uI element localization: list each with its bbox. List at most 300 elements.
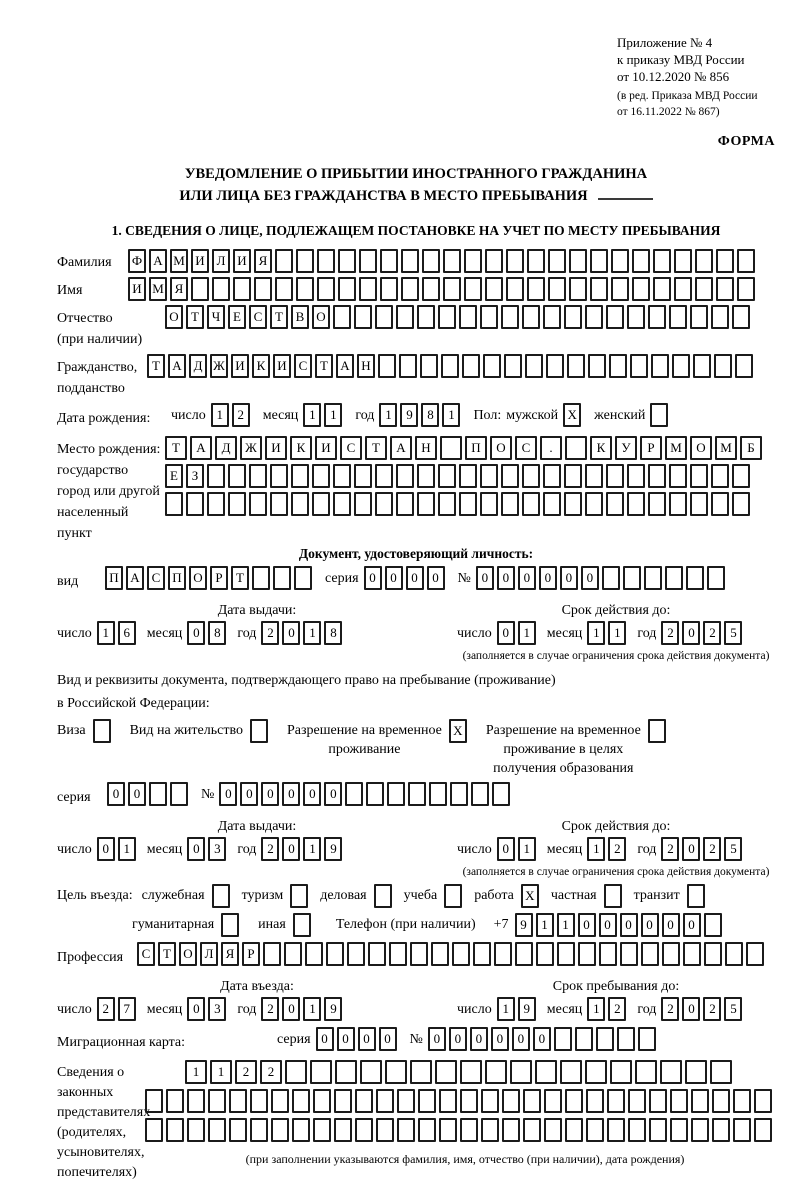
entry-year-cell[interactable]: 9 [324, 997, 342, 1021]
citizenship-cell[interactable]: С [294, 354, 312, 378]
id-kind-cell[interactable]: Р [210, 566, 228, 590]
representatives-cell[interactable] [628, 1118, 646, 1142]
representatives-cell[interactable] [502, 1118, 520, 1142]
representatives-cell[interactable] [502, 1089, 520, 1113]
surname-cell[interactable]: Я [254, 249, 272, 273]
representatives-cell[interactable] [481, 1118, 499, 1142]
surname-cell[interactable] [653, 249, 671, 273]
stay-year-cell[interactable]: 2 [661, 997, 679, 1021]
birthplace-cell[interactable] [606, 464, 624, 488]
birthplace-cell[interactable] [627, 492, 645, 516]
profession-cell[interactable] [725, 942, 743, 966]
id-kind-cell[interactable]: О [189, 566, 207, 590]
stay-year-cell[interactable]: 0 [682, 997, 700, 1021]
name-cell[interactable] [422, 277, 440, 301]
birthplace-cell[interactable] [585, 464, 603, 488]
birthplace-cell[interactable]: У [615, 436, 637, 460]
surname-cell[interactable]: М [170, 249, 188, 273]
birth-year-cell[interactable]: 8 [421, 403, 439, 427]
name-cell[interactable] [548, 277, 566, 301]
id-kind-cell[interactable]: П [105, 566, 123, 590]
name-cell[interactable] [275, 277, 293, 301]
migration-number-cell[interactable]: 0 [449, 1027, 467, 1051]
citizenship-cell[interactable] [609, 354, 627, 378]
representatives-cell[interactable]: 2 [235, 1060, 257, 1084]
representatives-cell[interactable] [397, 1089, 415, 1113]
resident-number-cell[interactable] [471, 782, 489, 806]
profession-cell[interactable]: Л [200, 942, 218, 966]
representatives-cell[interactable] [733, 1089, 751, 1113]
id-number-cell[interactable] [707, 566, 725, 590]
birthplace-cell[interactable]: С [515, 436, 537, 460]
representatives-cell[interactable]: 2 [260, 1060, 282, 1084]
representatives-cell[interactable] [271, 1118, 289, 1142]
patronymic-cell[interactable] [564, 305, 582, 329]
birthplace-cell[interactable] [501, 464, 519, 488]
representatives-cell[interactable] [628, 1089, 646, 1113]
entry-month-cell[interactable]: 3 [208, 997, 226, 1021]
name-cell[interactable] [359, 277, 377, 301]
surname-cell[interactable]: Л [212, 249, 230, 273]
resident-number-cell[interactable] [492, 782, 510, 806]
birthplace-cell[interactable] [543, 492, 561, 516]
birthplace-cell[interactable] [165, 492, 183, 516]
checkbox-residence-permit[interactable] [250, 719, 268, 743]
birthplace-cell[interactable] [291, 464, 309, 488]
birthplace-cell[interactable]: О [490, 436, 512, 460]
citizenship-cell[interactable] [735, 354, 753, 378]
patronymic-cell[interactable]: Т [270, 305, 288, 329]
profession-cell[interactable]: С [137, 942, 155, 966]
birthplace-cell[interactable] [669, 492, 687, 516]
phone-cell[interactable]: 0 [620, 913, 638, 937]
representatives-cell[interactable] [145, 1118, 163, 1142]
citizenship-cell[interactable] [651, 354, 669, 378]
profession-cell[interactable] [662, 942, 680, 966]
representatives-cell[interactable] [460, 1118, 478, 1142]
birth-day-cell[interactable]: 2 [232, 403, 250, 427]
birthplace-cell[interactable] [732, 492, 750, 516]
birthplace-cell[interactable] [417, 492, 435, 516]
name-cell[interactable] [590, 277, 608, 301]
patronymic-cell[interactable] [333, 305, 351, 329]
birthplace-cell[interactable]: А [390, 436, 412, 460]
profession-cell[interactable] [368, 942, 386, 966]
citizenship-cell[interactable] [525, 354, 543, 378]
profession-cell[interactable]: Р [242, 942, 260, 966]
checkbox-male[interactable]: X [563, 403, 581, 427]
birthplace-cell[interactable]: Т [165, 436, 187, 460]
profession-cell[interactable] [284, 942, 302, 966]
phone-cell[interactable]: 0 [578, 913, 596, 937]
resident-issue-day-cell[interactable]: 1 [118, 837, 136, 861]
representatives-cell[interactable] [355, 1089, 373, 1113]
citizenship-cell[interactable] [483, 354, 501, 378]
birthplace-cell[interactable] [438, 492, 456, 516]
profession-cell[interactable] [326, 942, 344, 966]
birthplace-cell[interactable] [711, 464, 729, 488]
birthplace-cell[interactable] [207, 464, 225, 488]
birthplace-cell[interactable] [333, 492, 351, 516]
birthplace-cell[interactable] [440, 436, 462, 460]
profession-cell[interactable] [347, 942, 365, 966]
birthplace-cell[interactable]: И [315, 436, 337, 460]
checkbox-temp-residence[interactable]: X [449, 719, 467, 743]
profession-cell[interactable] [683, 942, 701, 966]
migration-series-cell[interactable]: 0 [337, 1027, 355, 1051]
patronymic-cell[interactable] [354, 305, 372, 329]
representatives-cell[interactable] [229, 1089, 247, 1113]
surname-cell[interactable] [695, 249, 713, 273]
resident-issue-year-cell[interactable]: 1 [303, 837, 321, 861]
id-issue-month-cell[interactable]: 0 [187, 621, 205, 645]
resident-number-cell[interactable]: 0 [261, 782, 279, 806]
birthplace-cell[interactable] [270, 464, 288, 488]
id-issue-day-cell[interactable]: 1 [97, 621, 115, 645]
birthplace-cell[interactable] [270, 492, 288, 516]
citizenship-cell[interactable] [630, 354, 648, 378]
patronymic-cell[interactable]: Е [228, 305, 246, 329]
birthplace-cell[interactable]: . [540, 436, 562, 460]
birth-day-cell[interactable]: 1 [211, 403, 229, 427]
stay-day-cell[interactable]: 9 [518, 997, 536, 1021]
representatives-cell[interactable] [544, 1118, 562, 1142]
phone-cell[interactable]: 1 [536, 913, 554, 937]
checkbox-tourism[interactable] [290, 884, 308, 908]
surname-cell[interactable] [611, 249, 629, 273]
patronymic-cell[interactable]: О [312, 305, 330, 329]
profession-cell[interactable] [599, 942, 617, 966]
phone-cell[interactable]: 0 [683, 913, 701, 937]
patronymic-cell[interactable] [459, 305, 477, 329]
entry-day-cell[interactable]: 2 [97, 997, 115, 1021]
representatives-cell[interactable] [376, 1089, 394, 1113]
representatives-cell[interactable] [712, 1118, 730, 1142]
representatives-cell[interactable] [733, 1118, 751, 1142]
resident-valid-day-cell[interactable]: 0 [497, 837, 515, 861]
name-cell[interactable] [674, 277, 692, 301]
birthplace-cell[interactable] [228, 492, 246, 516]
resident-number-cell[interactable]: 0 [219, 782, 237, 806]
representatives-cell[interactable] [565, 1089, 583, 1113]
profession-cell[interactable] [515, 942, 533, 966]
birthplace-cell[interactable]: Т [365, 436, 387, 460]
profession-cell[interactable] [620, 942, 638, 966]
citizenship-cell[interactable] [567, 354, 585, 378]
representatives-cell[interactable] [334, 1118, 352, 1142]
birthplace-cell[interactable] [585, 492, 603, 516]
stay-day-cell[interactable]: 1 [497, 997, 515, 1021]
migration-number-cell[interactable]: 0 [470, 1027, 488, 1051]
birth-month-cell[interactable]: 1 [324, 403, 342, 427]
representatives-cell[interactable] [166, 1089, 184, 1113]
surname-cell[interactable] [674, 249, 692, 273]
id-number-cell[interactable] [644, 566, 662, 590]
resident-number-cell[interactable] [387, 782, 405, 806]
id-series-cell[interactable]: 0 [427, 566, 445, 590]
name-cell[interactable] [506, 277, 524, 301]
profession-cell[interactable] [431, 942, 449, 966]
birth-year-cell[interactable]: 9 [400, 403, 418, 427]
birthplace-cell[interactable] [501, 492, 519, 516]
entry-day-cell[interactable]: 7 [118, 997, 136, 1021]
representatives-cell[interactable] [271, 1089, 289, 1113]
resident-number-cell[interactable]: 0 [324, 782, 342, 806]
id-issue-year-cell[interactable]: 0 [282, 621, 300, 645]
patronymic-cell[interactable]: В [291, 305, 309, 329]
profession-cell[interactable]: Т [158, 942, 176, 966]
resident-series-cell[interactable] [170, 782, 188, 806]
entry-year-cell[interactable]: 2 [261, 997, 279, 1021]
patronymic-cell[interactable] [711, 305, 729, 329]
birth-year-cell[interactable]: 1 [379, 403, 397, 427]
birthplace-cell[interactable] [459, 464, 477, 488]
name-cell[interactable] [401, 277, 419, 301]
birthplace-cell[interactable] [565, 436, 587, 460]
id-issue-year-cell[interactable]: 1 [303, 621, 321, 645]
representatives-cell[interactable] [712, 1089, 730, 1113]
citizenship-cell[interactable] [420, 354, 438, 378]
phone-cell[interactable]: 0 [662, 913, 680, 937]
birthplace-cell[interactable] [417, 464, 435, 488]
checkbox-other[interactable] [293, 913, 311, 937]
migration-number-cell[interactable]: 0 [428, 1027, 446, 1051]
birthplace-cell[interactable] [354, 492, 372, 516]
profession-cell[interactable] [746, 942, 764, 966]
id-valid-day-cell[interactable]: 1 [518, 621, 536, 645]
name-cell[interactable] [527, 277, 545, 301]
representatives-cell[interactable] [685, 1060, 707, 1084]
id-series-cell[interactable]: 0 [385, 566, 403, 590]
representatives-cell[interactable] [585, 1060, 607, 1084]
representatives-cell[interactable] [670, 1089, 688, 1113]
surname-cell[interactable] [632, 249, 650, 273]
birthplace-cell[interactable] [396, 492, 414, 516]
representatives-cell[interactable] [208, 1118, 226, 1142]
citizenship-cell[interactable] [399, 354, 417, 378]
entry-year-cell[interactable]: 1 [303, 997, 321, 1021]
resident-issue-day-cell[interactable]: 0 [97, 837, 115, 861]
id-valid-year-cell[interactable]: 2 [661, 621, 679, 645]
checkbox-female[interactable] [650, 403, 668, 427]
resident-series-cell[interactable]: 0 [107, 782, 125, 806]
citizenship-cell[interactable]: И [273, 354, 291, 378]
profession-cell[interactable] [473, 942, 491, 966]
surname-cell[interactable]: А [149, 249, 167, 273]
patronymic-cell[interactable] [732, 305, 750, 329]
name-cell[interactable] [212, 277, 230, 301]
resident-valid-month-cell[interactable]: 2 [608, 837, 626, 861]
representatives-cell[interactable] [523, 1089, 541, 1113]
resident-number-cell[interactable] [345, 782, 363, 806]
representatives-cell[interactable] [145, 1089, 163, 1113]
representatives-cell[interactable] [439, 1089, 457, 1113]
citizenship-cell[interactable]: Т [147, 354, 165, 378]
resident-issue-year-cell[interactable]: 2 [261, 837, 279, 861]
representatives-cell[interactable]: 1 [185, 1060, 207, 1084]
id-valid-year-cell[interactable]: 5 [724, 621, 742, 645]
birthplace-cell[interactable] [480, 464, 498, 488]
citizenship-cell[interactable]: Ж [210, 354, 228, 378]
representatives-cell[interactable] [607, 1089, 625, 1113]
citizenship-cell[interactable] [462, 354, 480, 378]
surname-cell[interactable] [485, 249, 503, 273]
patronymic-cell[interactable] [669, 305, 687, 329]
representatives-cell[interactable] [607, 1118, 625, 1142]
id-issue-year-cell[interactable]: 8 [324, 621, 342, 645]
migration-series-cell[interactable]: 0 [358, 1027, 376, 1051]
migration-number-cell[interactable]: 0 [533, 1027, 551, 1051]
birthplace-cell[interactable]: П [465, 436, 487, 460]
birthplace-cell[interactable] [669, 464, 687, 488]
id-number-cell[interactable] [686, 566, 704, 590]
representatives-cell[interactable] [460, 1089, 478, 1113]
resident-number-cell[interactable] [429, 782, 447, 806]
profession-cell[interactable] [578, 942, 596, 966]
surname-cell[interactable] [506, 249, 524, 273]
patronymic-cell[interactable]: О [165, 305, 183, 329]
id-number-cell[interactable]: 0 [560, 566, 578, 590]
profession-cell[interactable] [494, 942, 512, 966]
name-cell[interactable] [191, 277, 209, 301]
patronymic-cell[interactable] [438, 305, 456, 329]
name-cell[interactable] [443, 277, 461, 301]
checkbox-visa[interactable] [93, 719, 111, 743]
name-cell[interactable] [380, 277, 398, 301]
resident-series-cell[interactable] [149, 782, 167, 806]
birthplace-cell[interactable] [459, 492, 477, 516]
patronymic-cell[interactable] [627, 305, 645, 329]
resident-valid-day-cell[interactable]: 1 [518, 837, 536, 861]
resident-number-cell[interactable] [408, 782, 426, 806]
citizenship-cell[interactable] [546, 354, 564, 378]
resident-valid-year-cell[interactable]: 0 [682, 837, 700, 861]
citizenship-cell[interactable] [588, 354, 606, 378]
citizenship-cell[interactable]: Т [315, 354, 333, 378]
birthplace-cell[interactable]: Б [740, 436, 762, 460]
representatives-cell[interactable] [635, 1060, 657, 1084]
surname-cell[interactable] [296, 249, 314, 273]
surname-cell[interactable] [380, 249, 398, 273]
resident-number-cell[interactable] [366, 782, 384, 806]
citizenship-cell[interactable] [672, 354, 690, 378]
birthplace-cell[interactable] [375, 492, 393, 516]
representatives-cell[interactable] [510, 1060, 532, 1084]
id-number-cell[interactable]: 0 [539, 566, 557, 590]
resident-issue-month-cell[interactable]: 3 [208, 837, 226, 861]
surname-cell[interactable] [401, 249, 419, 273]
birthplace-cell[interactable] [228, 464, 246, 488]
id-kind-cell[interactable]: А [126, 566, 144, 590]
representatives-cell[interactable] [485, 1060, 507, 1084]
birthplace-cell[interactable] [291, 492, 309, 516]
representatives-cell[interactable] [418, 1089, 436, 1113]
representatives-cell[interactable] [313, 1089, 331, 1113]
representatives-cell[interactable] [376, 1118, 394, 1142]
birthplace-cell[interactable]: О [690, 436, 712, 460]
representatives-cell[interactable] [691, 1118, 709, 1142]
surname-cell[interactable]: И [191, 249, 209, 273]
migration-number-cell[interactable]: 0 [512, 1027, 530, 1051]
migration-number-cell[interactable] [596, 1027, 614, 1051]
patronymic-cell[interactable]: Ч [207, 305, 225, 329]
representatives-cell[interactable] [355, 1118, 373, 1142]
surname-cell[interactable] [338, 249, 356, 273]
representatives-cell[interactable] [360, 1060, 382, 1084]
patronymic-cell[interactable] [417, 305, 435, 329]
id-series-cell[interactable]: 0 [406, 566, 424, 590]
resident-issue-year-cell[interactable]: 0 [282, 837, 300, 861]
representatives-cell[interactable] [250, 1118, 268, 1142]
migration-number-cell[interactable] [554, 1027, 572, 1051]
birthplace-cell[interactable]: Р [640, 436, 662, 460]
migration-number-cell[interactable] [638, 1027, 656, 1051]
checkbox-transit[interactable] [687, 884, 705, 908]
birth-year-cell[interactable]: 1 [442, 403, 460, 427]
birthplace-cell[interactable]: Ж [240, 436, 262, 460]
birthplace-cell[interactable] [207, 492, 225, 516]
representatives-cell[interactable] [670, 1118, 688, 1142]
surname-cell[interactable]: И [233, 249, 251, 273]
checkbox-study[interactable] [444, 884, 462, 908]
representatives-cell[interactable] [435, 1060, 457, 1084]
patronymic-cell[interactable] [606, 305, 624, 329]
resident-issue-month-cell[interactable]: 0 [187, 837, 205, 861]
profession-cell[interactable] [704, 942, 722, 966]
birthplace-cell[interactable] [648, 464, 666, 488]
patronymic-cell[interactable] [543, 305, 561, 329]
birthplace-cell[interactable] [564, 492, 582, 516]
birthplace-cell[interactable] [354, 464, 372, 488]
surname-cell[interactable] [527, 249, 545, 273]
birthplace-cell[interactable] [732, 464, 750, 488]
profession-cell[interactable] [536, 942, 554, 966]
representatives-cell[interactable] [439, 1118, 457, 1142]
id-number-cell[interactable] [623, 566, 641, 590]
stay-month-cell[interactable]: 2 [608, 997, 626, 1021]
checkbox-official[interactable] [212, 884, 230, 908]
patronymic-cell[interactable] [690, 305, 708, 329]
representatives-cell[interactable] [523, 1118, 541, 1142]
birthplace-cell[interactable] [564, 464, 582, 488]
stay-year-cell[interactable]: 2 [703, 997, 721, 1021]
name-cell[interactable]: М [149, 277, 167, 301]
birthplace-cell[interactable]: А [190, 436, 212, 460]
representatives-cell[interactable] [250, 1089, 268, 1113]
id-kind-cell[interactable] [252, 566, 270, 590]
birthplace-cell[interactable]: И [265, 436, 287, 460]
birthplace-cell[interactable]: С [340, 436, 362, 460]
id-number-cell[interactable]: 0 [476, 566, 494, 590]
profession-cell[interactable] [557, 942, 575, 966]
profession-cell[interactable] [641, 942, 659, 966]
citizenship-cell[interactable] [714, 354, 732, 378]
resident-number-cell[interactable] [450, 782, 468, 806]
birthplace-cell[interactable] [396, 464, 414, 488]
representatives-cell[interactable]: 1 [210, 1060, 232, 1084]
surname-cell[interactable] [422, 249, 440, 273]
phone-cell[interactable]: 9 [515, 913, 533, 937]
name-cell[interactable] [632, 277, 650, 301]
representatives-cell[interactable] [610, 1060, 632, 1084]
representatives-cell[interactable] [691, 1089, 709, 1113]
birthplace-cell[interactable] [375, 464, 393, 488]
birthplace-cell[interactable] [186, 492, 204, 516]
birthplace-cell[interactable] [249, 492, 267, 516]
id-valid-year-cell[interactable]: 2 [703, 621, 721, 645]
profession-cell[interactable] [305, 942, 323, 966]
resident-valid-year-cell[interactable]: 2 [703, 837, 721, 861]
